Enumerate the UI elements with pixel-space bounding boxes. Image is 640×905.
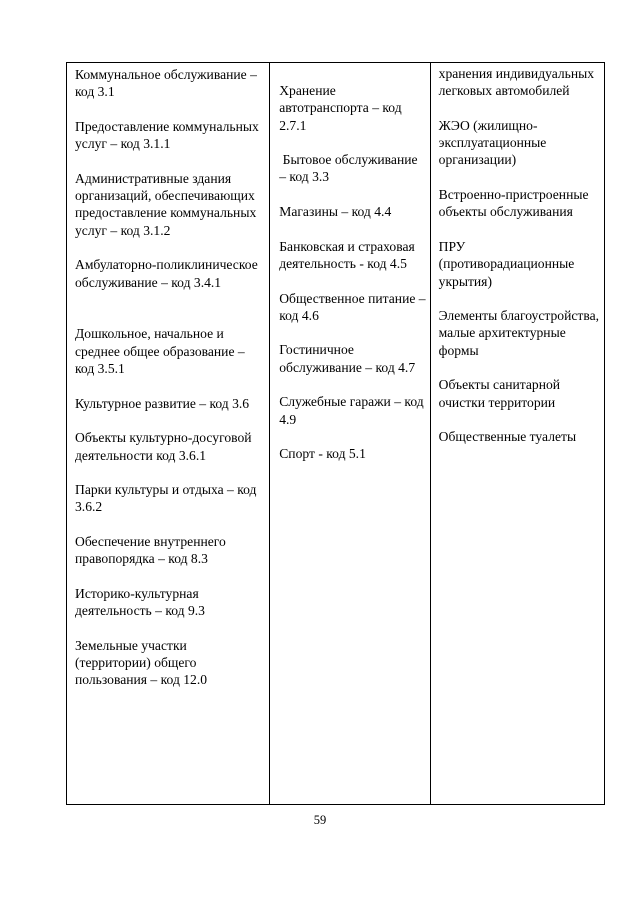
list-item: Парки культуры и отдыха – код 3.6.2 [75, 482, 257, 515]
page-number: 59 [313, 813, 327, 827]
list-item: Банковская и страховая деятельность - код 4.5 [279, 238, 415, 271]
list-item: Бытовое обслуживание – код 3.3 [279, 152, 421, 185]
list-item: Общественные туалеты [438, 429, 577, 445]
list-item: Гостиничное обслуживание – код 4.7 [279, 342, 416, 375]
document-table [66, 62, 605, 805]
list-item: Коммунальное обслуживание – код 3.1 [75, 67, 257, 100]
table-column-2 [269, 63, 429, 804]
table-column-3 [430, 63, 604, 804]
list-item: Административные здания организаций, обеспечивающих предоставление коммунальных услуг – код 3.1.2 [75, 170, 257, 238]
list-item: хранения индивидуальных легковых автомобилей [438, 66, 595, 99]
list-item: Элементы благоустройства, малые архитектурные формы [438, 308, 599, 358]
list-item: ПРУ (противорадиационные укрытия) [438, 238, 575, 289]
list-item: Встроенно-пристроенные объекты обслуживания [438, 187, 589, 220]
list-item: Магазины – код 4.4 [279, 204, 392, 220]
list-item: Общественное питание – код 4.6 [279, 290, 426, 323]
list-item: Спорт - код 5.1 [279, 446, 366, 462]
list-item: Обеспечение внутреннего правопорядка – код 8.3 [75, 534, 226, 567]
list-item: Предоставление коммунальных услуг – код 3.1.1 [75, 118, 259, 152]
list-item: Историко-культурная деятельность – код 9.3 [75, 585, 205, 619]
list-item: Культурное развитие – код 3.6 [75, 395, 250, 411]
list-item: Объекты санитарной очистки территории [438, 377, 561, 410]
list-item: Земельные участки (территории) общего пользования – код 12.0 [75, 637, 208, 688]
list-item: Амбулаторно-поликлиническое обслуживание – код 3.4.1 [75, 257, 258, 290]
table-column-1 [67, 63, 269, 804]
list-item: Хранение автотранспорта – код 2.7.1 [279, 83, 402, 133]
list-item: Дошкольное, начальное и среднее общее образование – код 3.5.1 [75, 326, 245, 377]
list-item: Объекты культурно-досуговой деятельности код 3.6.1 [75, 430, 252, 463]
list-item: Служебные гаражи – код 4.9 [279, 394, 424, 427]
list-item: ЖЭО (жилищно-эксплуатационные организации) [438, 117, 547, 168]
